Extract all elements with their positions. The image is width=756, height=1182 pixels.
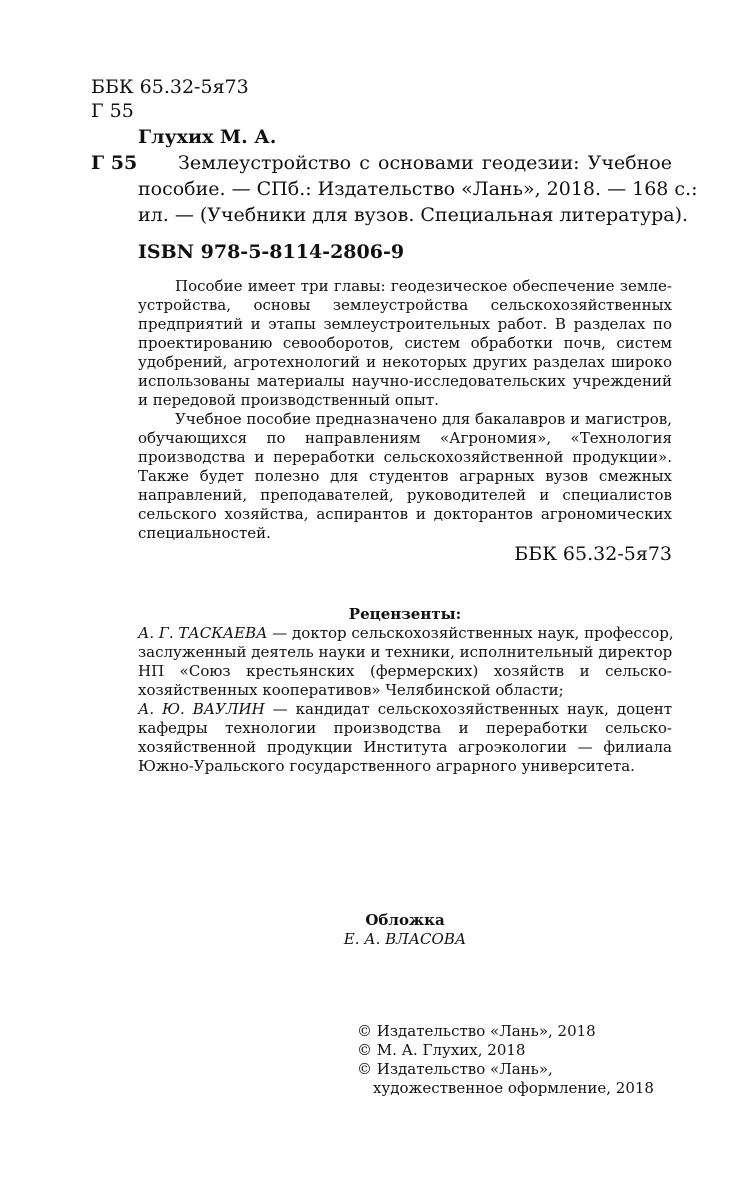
abstract-p1-line-7: и передовой производственный опыт. — [138, 391, 439, 409]
copyright-line-4: художественное оформление, 2018 — [373, 1079, 654, 1097]
abstract-p1-line-5: удобрений, агротехнологий и некоторых других разделах широко — [138, 353, 672, 371]
abstract-p1-line-1: Пособие имеет три главы: геодезическое обеспечение земле- — [175, 277, 672, 295]
abstract-p2-line-1: Учебное пособие предназначено для бакалавров и магистров, — [175, 410, 672, 428]
abstract-p2-line-3: производства и переработки сельскохозяйственной продукции». — [138, 448, 672, 466]
reviewer-2-line-3: хозяйственной продукции Института агроэкологии — филиала — [138, 738, 672, 756]
reviewer-1-name: А. Г. ТАСКАЕВА — [138, 624, 268, 642]
reviewer-2-line-2: кафедры технологии производства и переработки сельско- — [138, 719, 672, 737]
reviewer-1-line-4: хозяйственных кооперативов» Челябинской области; — [138, 681, 564, 699]
reviewer-1-line-3: НП «Союз крестьянских (фермерских) хозяйств и сельско- — [138, 662, 672, 680]
abstract-p1-line-2: устройства, основы землеустройства сельскохозяйственных — [138, 296, 672, 314]
abstract-p2-line-2: обучающихся по направлениям «Агрономия», «Технология — [138, 429, 672, 447]
bbk-code-bottom: ББК 65.32-5я73 — [514, 543, 672, 565]
copyright-line-1: © Издательство «Лань», 2018 — [357, 1022, 596, 1040]
reviewer-2-line-1 — [138, 700, 672, 719]
abstract-p2-line-5: направлений, преподавателей, руководителей и специалистов — [138, 486, 672, 504]
reviewers-title: Рецензенты: — [348, 605, 462, 623]
reviewer-2-line-4: Южно-Уральского государственного аграрного университета. — [138, 757, 635, 775]
author-mark-main: Г 55 — [91, 152, 138, 174]
reviewer-1-first-text: — доктор сельскохозяйственных наук, профессор, — [267, 624, 674, 642]
author-mark-top: Г 55 — [91, 100, 134, 122]
reviewer-1-line-1 — [138, 624, 672, 643]
copyright-line-3: © Издательство «Лань», — [357, 1060, 553, 1078]
bib-line-2: пособие. — СПб.: Издательство «Лань», 2018. — 168 с.: — [138, 178, 698, 200]
cover-designer: Е. А. ВЛАСОВА — [343, 930, 467, 948]
bib-line-1: Землеустройство с основами геодезии: Учебное — [178, 152, 672, 174]
copyright-line-2: © М. А. Глухих, 2018 — [357, 1041, 526, 1059]
bib-line-3: ил. — (Учебники для вузов. Специальная литература). — [138, 204, 689, 226]
author-name: Глухих М. А. — [138, 126, 277, 148]
cover-title: Обложка — [365, 911, 445, 929]
reviewer-2-first-text: — кандидат сельскохозяйственных наук, доцент — [264, 700, 673, 718]
abstract-p1-line-4: проектированию севооборотов, систем обработки почв, систем — [138, 334, 672, 352]
abstract-p1-line-6: использованы материалы научно-исследовательских учреждений — [138, 372, 672, 390]
abstract-p2-line-6: сельского хозяйства, аспирантов и докторантов агрономических — [138, 505, 672, 523]
reviewer-2-name: А. Ю. ВАУЛИН — [138, 700, 265, 718]
abstract-p1-line-3: предприятий и этапы землеустроительных работ. В разделах по — [138, 315, 672, 333]
reviewer-1-line-2: заслуженный деятель науки и техники, исполнительный директор — [138, 643, 673, 661]
bbk-code-top: ББК 65.32-5я73 — [91, 76, 249, 98]
abstract-p2-line-7: специальностей. — [138, 524, 271, 542]
isbn: ISBN 978-5-8114-2806-9 — [138, 241, 405, 263]
abstract-p2-line-4: Также будет полезно для студентов аграрных вузов смежных — [138, 467, 672, 485]
